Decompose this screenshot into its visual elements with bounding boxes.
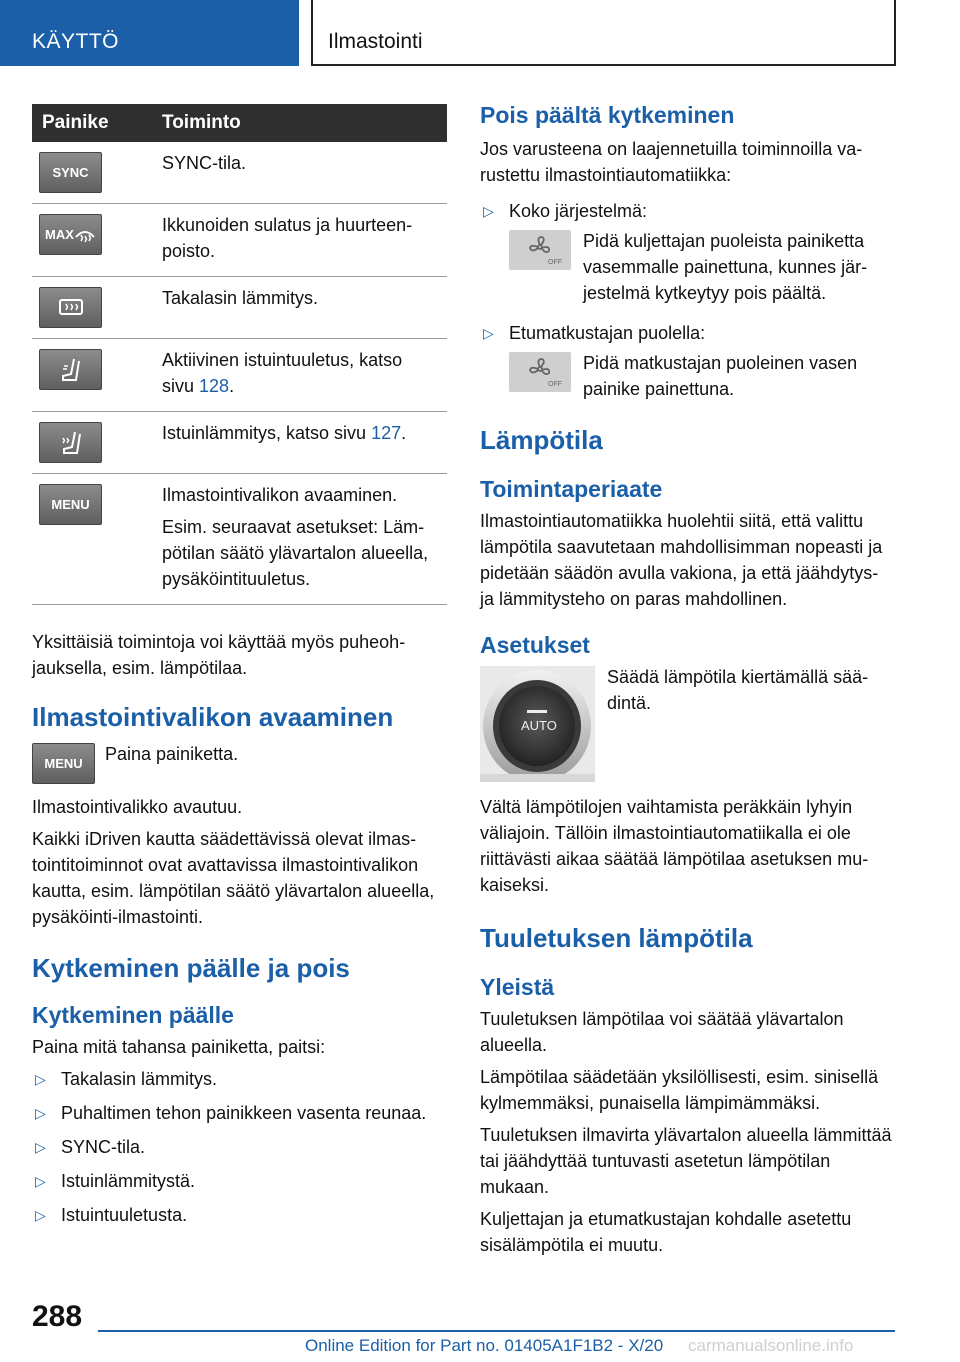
max-defrost-button-icon bbox=[39, 214, 102, 255]
knob-auto-label: AUTO bbox=[521, 718, 557, 733]
defrost-icon bbox=[74, 225, 96, 245]
switch-off-text: Jos varusteena on laajennetuilla toiminnoilla varustettu ilmastointiautomatiikka: bbox=[480, 139, 863, 185]
voice-control-note: Yksittäisiä toimintoja voi käyttää myös puheohjauksella, esim. lämpötilaa. bbox=[32, 632, 406, 678]
sync-button-icon: SYNC bbox=[39, 152, 102, 193]
page-link-128[interactable]: 128 bbox=[199, 376, 230, 396]
switch-on-text: Paina mitä tahansa painiketta, paitsi: bbox=[32, 1037, 326, 1057]
table-header-row bbox=[32, 104, 447, 142]
table-cell-text: Esim. seuraavat asetukset: Lämpötilan säätö ylävartalon alueella, pysäköintituuletus. bbox=[162, 517, 429, 589]
footer-rule bbox=[98, 1330, 895, 1332]
vent-text-4: Kuljettajan ja etumatkustajan kohdalle asetettu sisälämpötila ei muutu. bbox=[480, 1209, 852, 1255]
menu-press-block bbox=[32, 743, 447, 784]
passenger-off-text: Pidä matkustajan puoleinen vasen painike painettuna. bbox=[583, 353, 858, 399]
list-item: ▷ Takalasin lämmitys. bbox=[32, 1066, 447, 1092]
settings-text: Säädä lämpötila kiertämällä säädintä. bbox=[607, 667, 869, 713]
on-off-heading: Kytkeminen päälle ja pois bbox=[32, 953, 350, 983]
menu-button-icon: MENU bbox=[32, 743, 95, 784]
table-row bbox=[32, 339, 447, 412]
table-cell-text: Ilmastointivalikon avaaminen. bbox=[162, 485, 398, 505]
switch-off-list bbox=[480, 198, 895, 224]
section-tab: KÄYTTÖ bbox=[0, 0, 299, 66]
principle-text: Ilmastointiautomatiikka huolehtii siitä, että valittu lämpötila saavutetaan mahdollisimman nopeasti ja pidetään säädön avulla vakiona, ja että jäähdytys- ja lämmitysteho on paras mahdollinen. bbox=[480, 511, 883, 609]
footer-watermark: carmanualsonline.info bbox=[688, 1336, 854, 1355]
table-cell-text: Takalasin lämmitys. bbox=[162, 288, 319, 308]
table-col-function: Toiminto bbox=[162, 104, 447, 142]
list-item: ▷ SYNC-tila. bbox=[32, 1134, 447, 1160]
max-label: MAX bbox=[45, 226, 74, 242]
temperature-knob-image bbox=[480, 666, 595, 782]
switch-on-heading: Kytkeminen päälle bbox=[32, 1002, 234, 1028]
avoid-changes-text: Vältä lämpötilojen vaihtamista peräkkäin lyhyin väliajoin. Tällöin ilmastointiautomatiikalla ei ole riittävästi aikaa säätää lämpötilaa asetuksen mukaiseksi. bbox=[480, 797, 869, 895]
fan-off-label: OFF bbox=[548, 259, 562, 266]
exceptions-list bbox=[32, 1066, 447, 1228]
whole-system-off-text: Pidä kuljettajan puoleista painiketta vasemmalle painettuna, kunnes järjestelmä kytkeytyy pois päältä. bbox=[583, 231, 868, 303]
table-cell-text: SYNC-tila. bbox=[162, 153, 247, 173]
bullet-triangle-icon: ▷ bbox=[35, 1105, 46, 1121]
bullet-triangle-icon: ▷ bbox=[483, 325, 494, 341]
table-row bbox=[32, 412, 447, 474]
vent-text-2: Lämpötilaa säädetään yksilöllisesti, esim. sinisellä kylmemmäksi, punaisella lämpimämmäksi. bbox=[480, 1067, 879, 1113]
menu-heading: Ilmastointivalikon avaaminen bbox=[32, 702, 394, 732]
list-item: ▷ Istuintuuletusta. bbox=[32, 1202, 447, 1228]
bullet-triangle-icon: ▷ bbox=[35, 1207, 46, 1223]
passenger-off-block bbox=[480, 352, 895, 402]
bullet-triangle-icon: ▷ bbox=[35, 1071, 46, 1087]
right-column bbox=[480, 100, 895, 1258]
fan-off-label: OFF bbox=[548, 381, 562, 388]
temperature-heading: Lämpötila bbox=[480, 425, 603, 455]
seat-ventilation-button-icon bbox=[39, 349, 102, 390]
list-item: ▷ Etumatkustajan puolella: bbox=[480, 320, 895, 346]
rear-window-heat-button-icon bbox=[39, 287, 102, 328]
page-number: 288 bbox=[32, 1300, 83, 1333]
footer-edition: Online Edition for Part no. 01405A1F1B2 - X/20 bbox=[305, 1336, 664, 1355]
list-item: ▷ Puhaltimen tehon painikkeen vasenta reunaa. bbox=[32, 1100, 447, 1126]
menu-opens-text: Ilmastointivalikko avautuu. bbox=[32, 797, 243, 817]
list-item: ▷ Istuinlämmitystä. bbox=[32, 1168, 447, 1194]
controls-table bbox=[32, 104, 447, 605]
switch-off-list bbox=[480, 320, 895, 346]
whole-system-off-block bbox=[480, 230, 895, 306]
table-row bbox=[32, 277, 447, 339]
fan-off-icon bbox=[509, 230, 571, 270]
menu-all-functions-text: Kaikki iDriven kautta säädettävissä olevat ilmastointitoiminnot ovat avattavissa ilmastointivalikon kautta, esim. lämpötilan säätö ylävartalon alueella, pysäköinti-ilmastointi. bbox=[32, 829, 435, 927]
vent-temp-heading: Tuuletuksen lämpötila bbox=[480, 923, 753, 953]
table-col-button: Painike bbox=[32, 104, 162, 142]
table-cell-text: Ikkunoiden sulatus ja huurteenpoisto. bbox=[162, 215, 413, 261]
page-link-127[interactable]: 127 bbox=[371, 423, 402, 443]
settings-block bbox=[480, 666, 895, 782]
menu-press-text: Paina painiketta. bbox=[105, 744, 239, 764]
table-cell-text: Istuinlämmitys, katso sivu 127. bbox=[162, 423, 407, 443]
fan-off-icon bbox=[509, 352, 571, 392]
bullet-triangle-icon: ▷ bbox=[483, 203, 494, 219]
chapter-title: Ilmastointi bbox=[311, 0, 896, 66]
principle-heading: Toimintaperiaate bbox=[480, 476, 663, 502]
general-heading: Yleistä bbox=[480, 974, 555, 1000]
bullet-triangle-icon: ▷ bbox=[35, 1139, 46, 1155]
table-row bbox=[32, 142, 447, 204]
vent-text-3: Tuuletuksen ilmavirta ylävartalon alueella lämmittää tai jäähdyttää tuntuvasti asetetun lämpötilan mukaan. bbox=[480, 1125, 892, 1197]
table-row bbox=[32, 204, 447, 277]
seat-heating-button-icon bbox=[39, 422, 102, 463]
left-column bbox=[32, 104, 447, 1228]
list-item: ▷ Koko järjestelmä: bbox=[480, 198, 895, 224]
menu-button-icon: MENU bbox=[39, 484, 102, 525]
switch-off-heading: Pois päältä kytkeminen bbox=[480, 102, 735, 128]
bullet-triangle-icon: ▷ bbox=[35, 1173, 46, 1189]
table-cell-text: Aktiivinen istuintuuletus, katso sivu 128. bbox=[162, 350, 403, 396]
settings-heading: Asetukset bbox=[480, 632, 590, 658]
table-row bbox=[32, 474, 447, 605]
vent-text-1: Tuuletuksen lämpötilaa voi säätää ylävartalon alueella. bbox=[480, 1009, 844, 1055]
